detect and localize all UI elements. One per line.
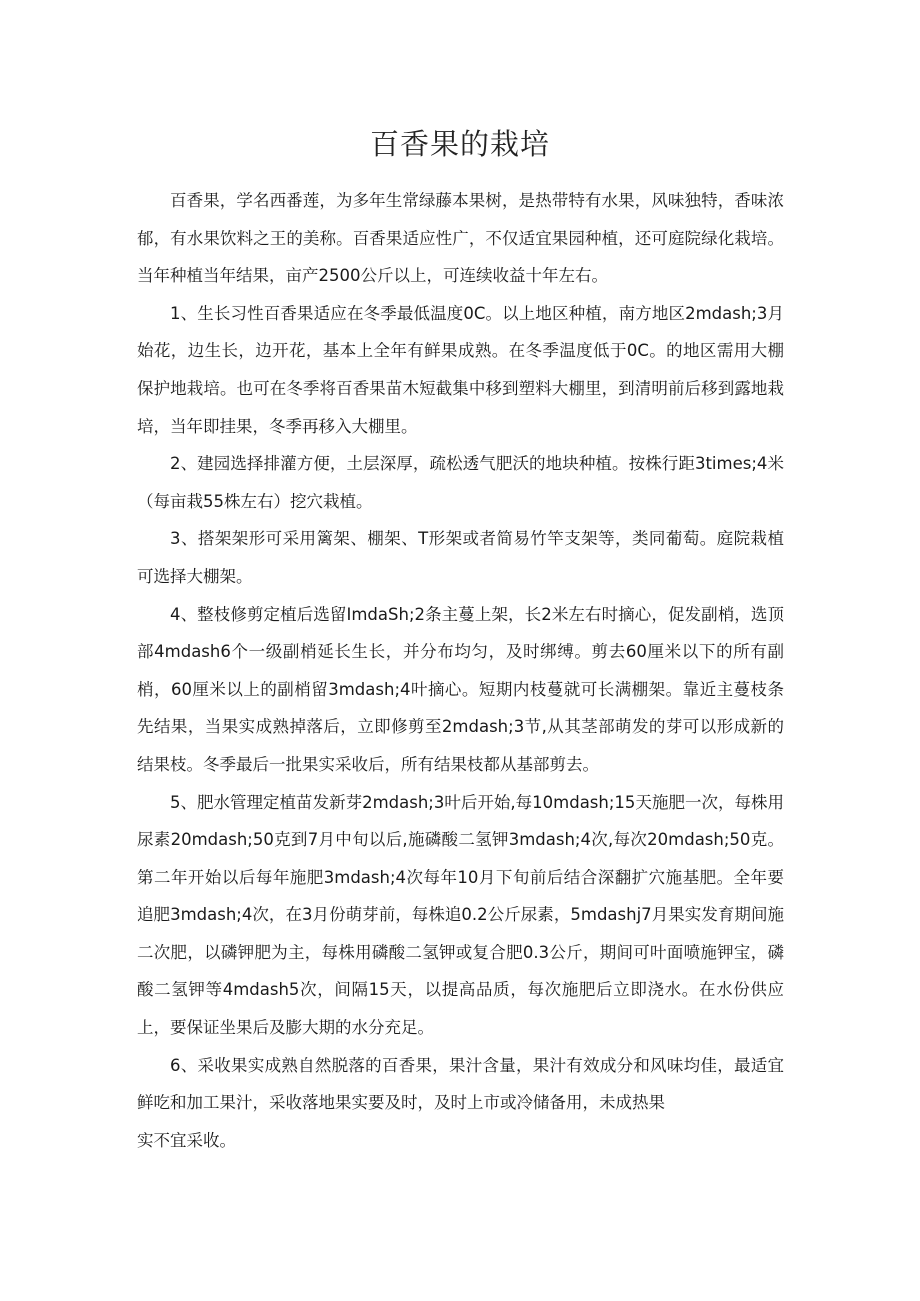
paragraph-fertilizer-water: 5、肥水管理定植苗发新芽2mdash;3叶后开始,每10mdash;15天施肥一次，每株用尿素20mdash;50克到7月中旬以后,施磷酸二氢钾3mdash;4次,每次20mdash;50克。第二年开始以后每年施肥3mdash;4次每年10月下旬前后结合深翻扩穴施基肥。全年要追肥3mdash;4次，在3月份萌芽前，每株追0.2公斤尿素，5mdashj7月果实发育期间施二次肥，以磷钾肥为主，每株用磷酸二氢钾或复合肥0.3公斤，期间可叶面喷施钾宝，磷酸二氢钾等4mdash5次，间隔15天，以提高品质，每次施肥后立即浇水。在水份供应上，要保证坐果后及膨大期的水分充足。 — [137, 792, 784, 1038]
paragraph-growth-habit: 1、生长习性百香果适应在冬季最低温度0C。以上地区种植，南方地区2mdash;3月始花，边生长，边开花，基本上全年有鲜果成熟。在冬季温度低于0C。的地区需用大棚保护地栽培。也可在冬季将百香果苗木短截集中移到塑料大棚里，到清明前后移到露地栽培，当年即挂果，冬季再移入大棚里。 — [137, 303, 784, 436]
paragraph-orchard-setup: 2、建园选择排灌方便，土层深厚，疏松透气肥沃的地块种植。按株行距3times;4米（每亩栽55株左右）挖穴栽植。 — [137, 454, 784, 511]
paragraph-trellis: 3、搭架架形可采用篱架、棚架、T形架或者简易竹竿支架等，类同葡萄。庭院栽植可选择大棚架。 — [137, 529, 784, 586]
paragraph-pruning: 4、整枝修剪定植后选留ImdaSh;2条主蔓上架，长2米左右时摘心，促发副梢，选顶部4mdash6个一级副梢延长生长，并分布均匀，及时绑缚。剪去60厘米以下的所有副梢，60厘米以上的副梢留3mdash;4叶摘心。短期内枝蔓就可长满棚架。靠近主蔓枝条先结果，当果实成熟掉落后，立即修剪至2mdash;3节,从其茎部萌发的芽可以形成新的结果枝。冬季最后一批果实采收后，所有结果枝都从基部剪去。 — [137, 604, 784, 774]
paragraph-intro: 百香果，学名西番莲，为多年生常绿藤本果树，是热带特有水果，风味独特，香味浓郁，有水果饮料之王的美称。百香果适应性广，不仅适宜果园种植，还可庭院绿化栽培。当年种植当年结果，亩产2500公斤以上，可连续收益十年左右。 — [137, 191, 784, 286]
paragraph-harvest-continued: 实不宜采收。 — [137, 1130, 236, 1150]
document-body — [137, 182, 784, 1159]
paragraph-harvest: 6、采收果实成熟自然脱落的百香果，果汁含量，果汁有效成分和风味均佳，最适宜鲜吃和加工果汁，采收落地果实要及时，及时上市或冷储备用，未成热果 — [137, 1055, 784, 1113]
document-title: 百香果的栽培 — [369, 127, 550, 161]
